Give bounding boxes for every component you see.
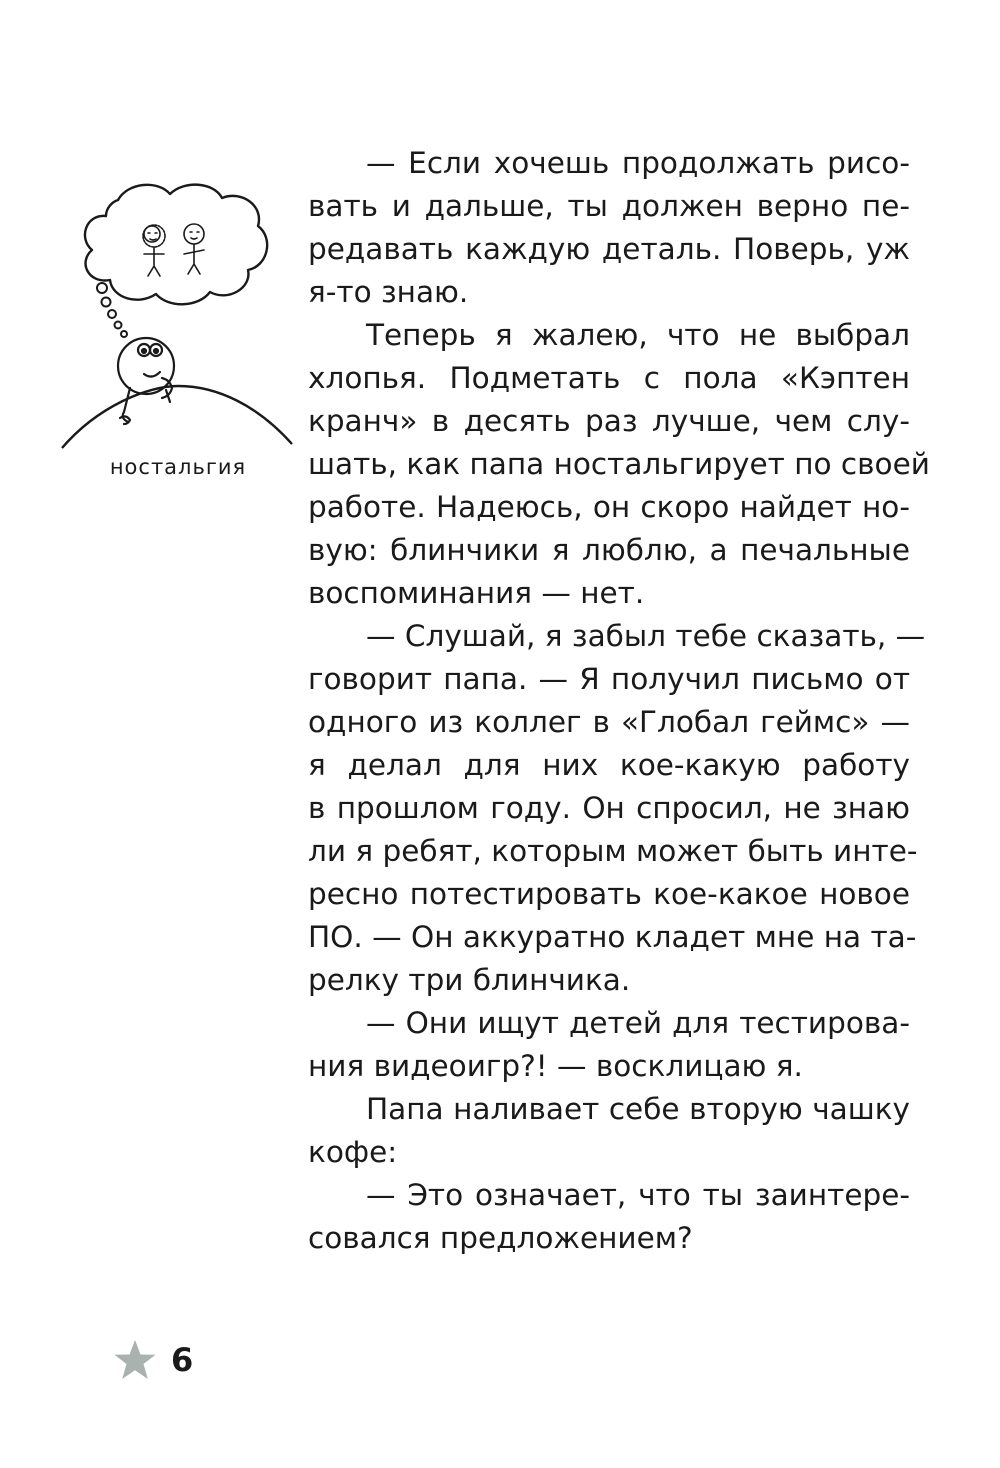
text-line: редавать каждую деталь. Поверь, уж <box>308 232 910 266</box>
text-line: я делал для них кое-какую работу <box>308 748 910 782</box>
text-line: я-то знаю. <box>308 275 469 309</box>
nostalgia-illustration <box>58 180 298 460</box>
text-line: — Если хочешь продолжать рисо- <box>366 146 910 180</box>
paragraph <box>308 1174 910 1260</box>
text-line: Папа наливает себе вторую чашку <box>366 1092 910 1126</box>
text-line: воспоминания — нет. <box>308 576 645 610</box>
page-footer <box>113 1332 193 1388</box>
text-line: вую: блинчики я люблю, а печальные <box>308 533 910 567</box>
paragraph <box>308 314 930 615</box>
text-line: кранч» в десять раз лучше, чем слу- <box>308 404 910 438</box>
text-line: релку три блинчика. <box>308 963 631 997</box>
text-line: работе. Надеюсь, он скоро найдет но- <box>308 490 910 524</box>
paragraph <box>308 1002 910 1088</box>
two-friends-sketch-icon <box>143 224 204 276</box>
text-line: ния видеоигр?! — восклицаю я. <box>308 1049 803 1083</box>
text-line: говорит папа. — Я получил письмо от <box>308 662 910 696</box>
star-icon <box>113 1338 157 1382</box>
text-line: вать и дальше, ты должен верно пе- <box>308 189 910 223</box>
text-line: — Слушай, я забыл тебе сказать, — <box>366 619 926 653</box>
text-line: Теперь я жалею, что не выбрал <box>366 318 910 352</box>
body-text <box>308 142 930 1260</box>
text-line: кофе: <box>308 1135 398 1169</box>
paragraph <box>308 142 910 314</box>
thought-cloud <box>85 185 267 305</box>
text-line: ресно потестировать кое-какое новое <box>308 877 910 911</box>
text-line: хлопья. Подметать с пола «Кэптен <box>308 361 910 395</box>
text-line: в прошлом году. Он спросил, не знаю <box>308 791 910 825</box>
paragraph <box>308 615 926 1002</box>
text-line: ПО. — Он аккуратно кладет мне на та- <box>308 920 917 954</box>
text-line: ли я ребят, которым может быть инте- <box>308 834 918 868</box>
bubble-trail <box>97 283 127 337</box>
thought-bubble-icon <box>58 180 298 460</box>
paragraph <box>308 1088 910 1174</box>
text-line: шать, как папа ностальгирует по своей <box>308 447 930 481</box>
hill-line <box>62 386 292 448</box>
text-line: — Это означает, что ты заинтере- <box>366 1178 910 1212</box>
text-line: — Они ищут детей для тестирова- <box>366 1006 910 1040</box>
page-number: 6 <box>171 1341 194 1379</box>
illustration-caption: ностальгия <box>109 455 247 479</box>
boy-figure-icon <box>118 338 174 424</box>
text-line: одного из коллег в «Глобал геймс» — <box>308 705 910 739</box>
text-line: совался предложением? <box>308 1221 693 1255</box>
